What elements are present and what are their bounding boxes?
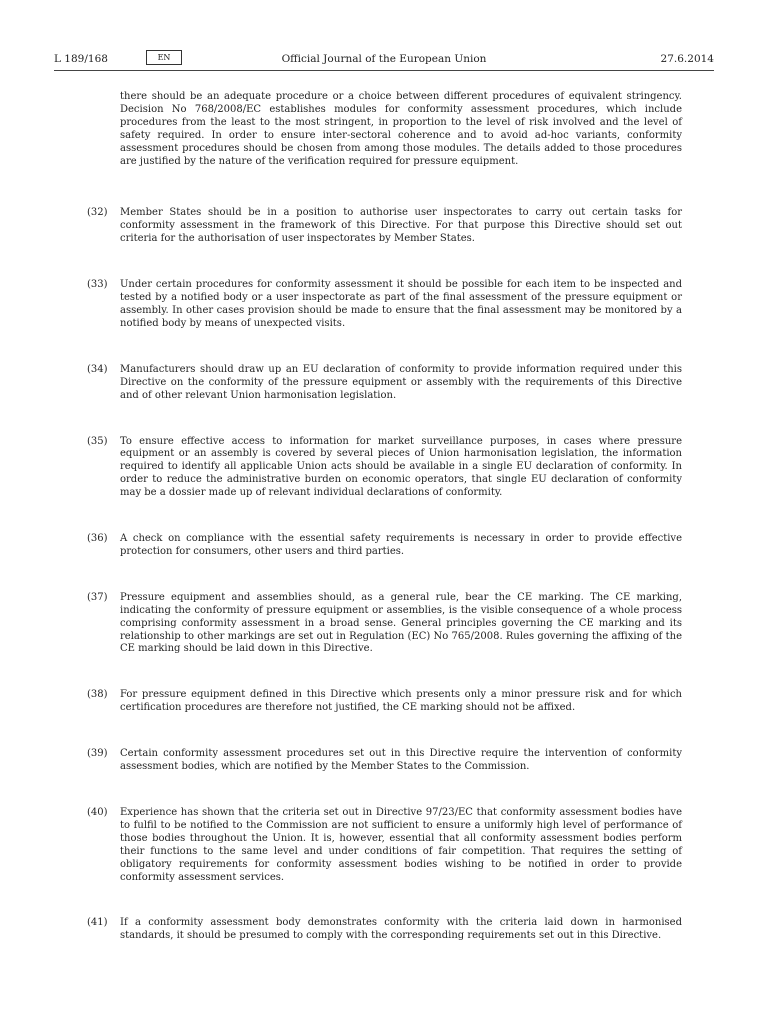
- header-divider: [54, 70, 714, 71]
- recital-number: (32): [87, 207, 108, 219]
- recital-text: For pressure equipment defined in this Directive which presents only a minor pressure risk and for which certification procedures are therefore not justified, the CE marking should not be affixed.: [120, 689, 682, 714]
- recital-text: To ensure effective access to information for market surveillance purposes, in cases where pressure equipment or an assembly is covered by several pieces of Union harmonisation legislation, the information required to identify all applicable Union acts should be available in a single EU declaration of conformity. In order to reduce the administrative burden on economic operators, that single EU declaration of conformity may be a dossier made up of relevant individual declarations of conformity.: [120, 435, 682, 499]
- recital-continued: [120, 91, 682, 168]
- recital-34: [87, 363, 682, 403]
- recital-36: [87, 533, 682, 559]
- recital-number: (38): [87, 689, 108, 701]
- recital-text: Certain conformity assessment procedures set out in this Directive require the intervention of conformity assessment bodies, which are notified by the Member States to the Commission.: [120, 748, 682, 773]
- language-badge: EN: [146, 50, 182, 65]
- recital-text: Pressure equipment and assemblies should, as a general rule, bear the CE marking. The CE marking, indicating the conformity of pressure equipment or assemblies, is the visible consequence of a whole process comprising conformity assessment in a broad sense. General principles governing the CE marking and its relationship to other markings are set out in Regulation (EC) No 765/2008. Rules governing the affixing of the CE marking should be laid down in this Directive.: [120, 591, 682, 655]
- recital-38: [87, 689, 682, 715]
- recital-40: [87, 807, 682, 884]
- recital-number: (40): [87, 807, 108, 818]
- recital-33: [87, 279, 682, 331]
- recital-text: Experience has shown that the criteria set out in Directive 97/23/EC that conformity assessment bodies have to fulfil to be notified to the Commission are not sufficient to ensure a uniformly high level of performance of those bodies throughout the Union. It is, however, essential that all conformity assessment bodies perform their functions to the same level and under conditions of fair competition. That requires the setting of obligatory requirements for conformity assessment bodies wishing to be notified in order to provide conformity assessment services.: [120, 807, 682, 883]
- recital-text: Member States should be in a position to authorise user inspectorates to carry out certain tasks for conformity assessment in the framework of this Directive. For that purpose this Directive should set out criteria for the authorisation of user inspectorates by Member States.: [120, 207, 682, 245]
- recital-text: A check on compliance with the essential safety requirements is necessary in order to provide effective protection for consumers, other users and third parties.: [120, 533, 682, 557]
- page-reference: L 189/168: [54, 53, 108, 65]
- recital-text: Manufacturers should draw up an EU declaration of conformity to provide information required under this Directive on the conformity of the pressure equipment or assembly with the requirements of this Directive and of other relevant Union harmonisation legislation.: [120, 363, 682, 401]
- recital-number: (41): [87, 917, 108, 929]
- recital-text: If a conformity assessment body demonstrates conformity with the criteria laid down in harmonised standards, it should be presumed to comply with the corresponding requirements set out in this Directive.: [120, 917, 682, 942]
- page-header: [54, 50, 714, 68]
- recital-number: (36): [87, 533, 108, 545]
- journal-title: Official Journal of the European Union: [281, 53, 487, 65]
- recital-number: (37): [87, 591, 108, 603]
- recital-32: [87, 207, 682, 246]
- recital-35: [87, 435, 682, 501]
- recital-number: (33): [87, 279, 108, 291]
- recital-41: [87, 917, 682, 943]
- recital-text: there should be an adequate procedure or a choice between different procedures of equivalent stringency. Decision No 768/2008/EC establishes modules for conformity assessment procedures, which include procedures from the least to the most stringent, in proportion to the level of risk involved and the level of safety required. In order to ensure inter-sectoral coherence and to avoid ad-hoc variants, conformity assessment procedures should be chosen from among those modules. The details added to those procedures are justified by the nature of the verification required for pressure equipment.: [120, 91, 682, 167]
- document-body: [87, 91, 682, 943]
- recital-number: (39): [87, 748, 108, 760]
- recital-text: Under certain procedures for conformity assessment it should be possible for each item to be inspected and tested by a notified body or a user inspectorate as part of the final assessment of the pressure equipment or assembly. In other cases provision should be made to ensure that the final assessment may be monitored by a notified body by means of unexpected visits.: [120, 279, 682, 329]
- recital-number: (34): [87, 363, 108, 375]
- recital-39: [87, 748, 682, 774]
- publication-date: 27.6.2014: [660, 53, 714, 65]
- recital-37: [87, 591, 682, 657]
- recital-number: (35): [87, 435, 108, 447]
